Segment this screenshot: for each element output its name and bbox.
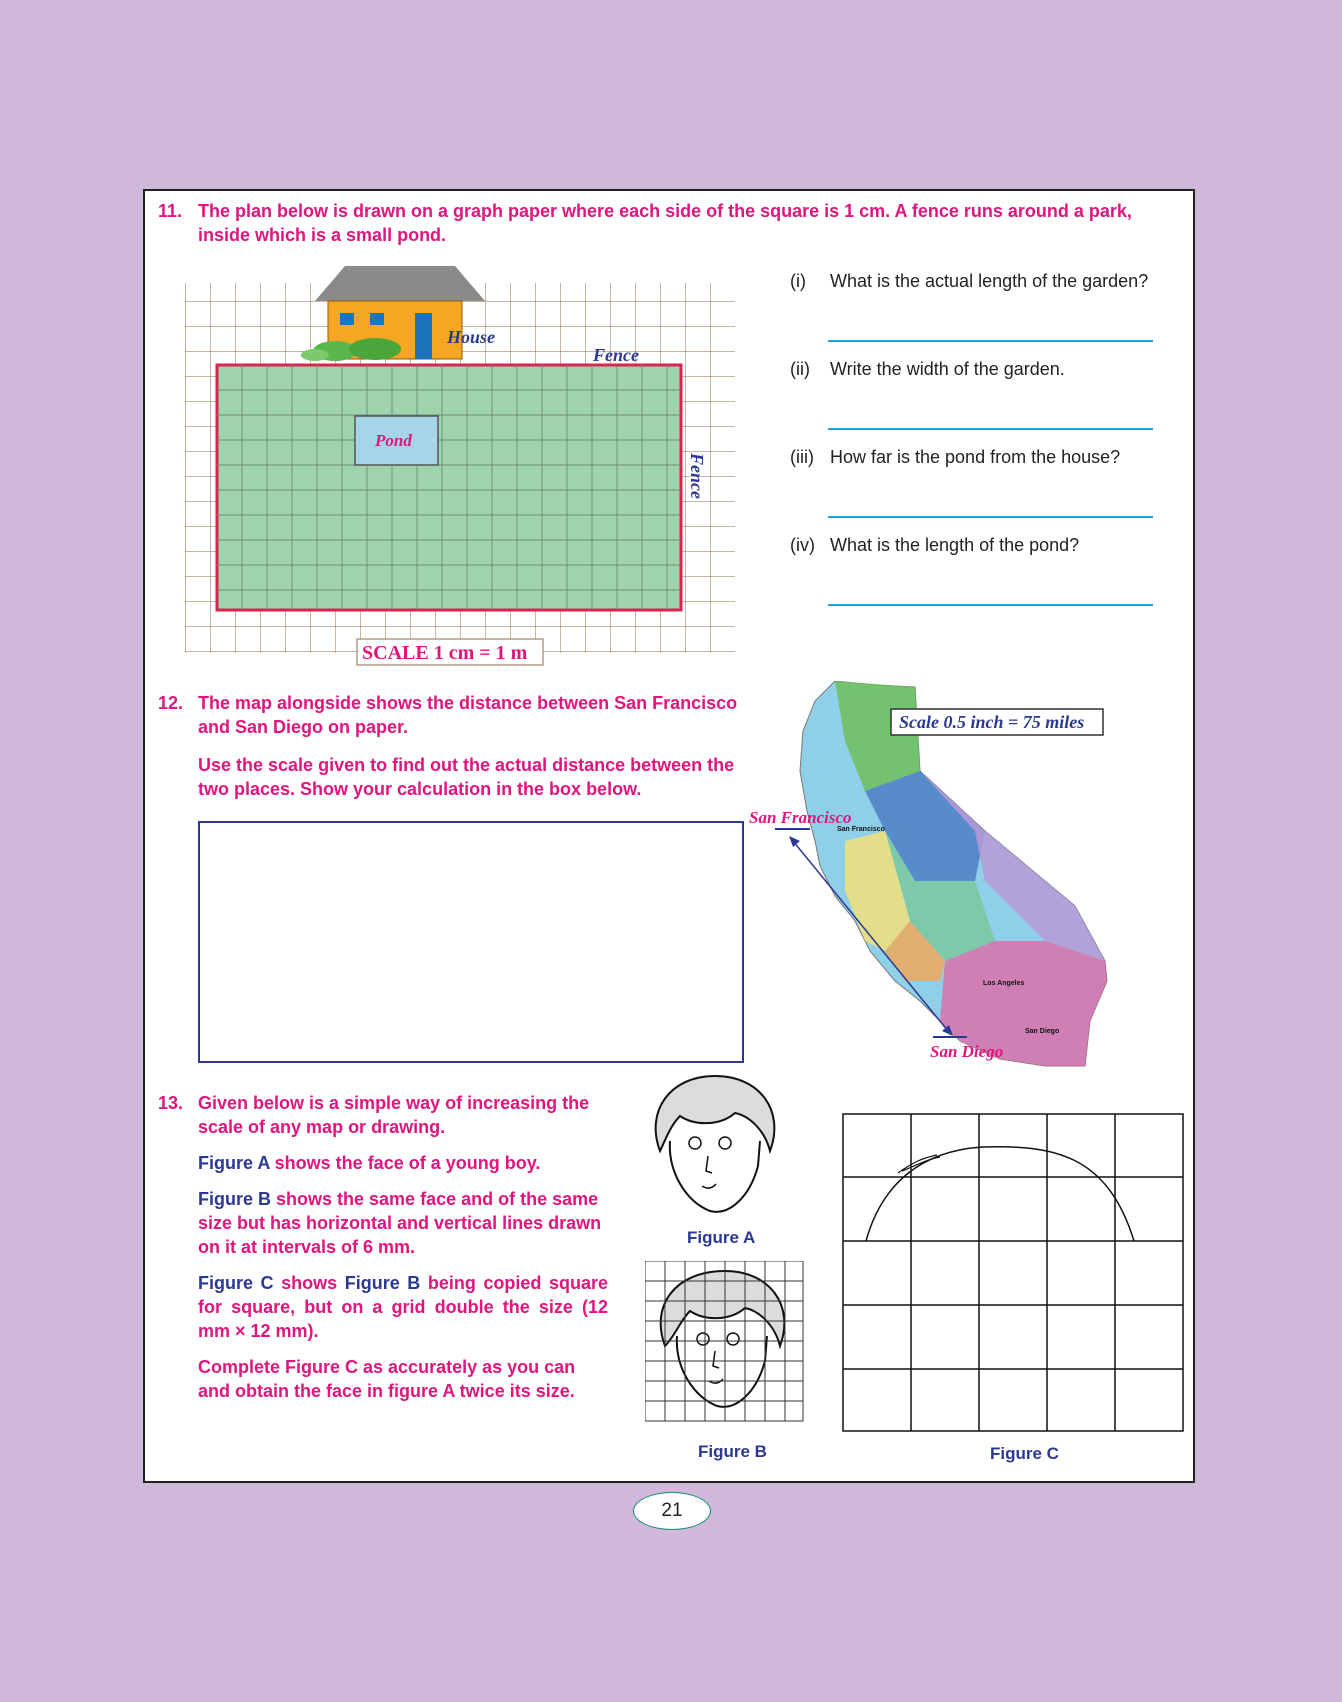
q11-number: 11. [158,201,183,221]
q13-para-3: Figure C shows Figure B being copied square for square, but on a grid double the size (12 mm × 12 mm). [198,1273,608,1341]
q11-text [158,199,1188,247]
q13-para-4: Complete Figure C as accurately as you can and obtain the face in figure A twice its size. [198,1357,576,1401]
q12-instruction: Use the scale given to find out the actual distance between the two places. Show your calculation in the box below. [198,755,735,799]
san-diego-label: San Diego [930,1042,1004,1061]
answer-line-ii[interactable] [828,428,1153,430]
fence-label-top: Fence [593,345,639,365]
house-label: House [447,327,496,347]
q13-text [158,1091,608,1403]
answer-line-iii[interactable] [828,516,1153,518]
q12-prompt: The map alongside shows the distance between San Francisco and San Diego on paper. [198,693,738,737]
fence-label-side: Fence [687,453,707,499]
answer-line-i[interactable] [828,340,1153,342]
los-angeles-small-label: Los Angeles [983,980,1025,987]
page-number: 21 [633,1492,711,1530]
arrow-head-top [789,836,800,847]
q13-para-2: Figure B shows the same face and of the same size but has horizontal and vertical lines drawn on it at intervals of 6 mm. [198,1189,602,1257]
q13-number: 13. [158,1093,184,1113]
figure-c-grid[interactable] [842,1113,1184,1433]
q12-text [158,691,758,801]
san-francisco-small-label: San Francisco [837,826,885,833]
figure-b-grid-face [645,1261,805,1423]
map-scale-label: Scale 0.5 inch = 75 miles [899,712,1085,732]
scale-label: SCALE 1 cm = 1 m [362,642,528,664]
calculation-box[interactable] [198,821,744,1063]
q11-prompt: The plan below is drawn on a graph paper where each side of the square is 1 cm. A fence runs around a park, inside which is a small pond. [198,201,1132,245]
pond-label: Pond [375,431,412,450]
figure-a-face [640,1071,790,1221]
figure-b-caption: Figure B [698,1442,767,1461]
park-area [217,365,681,610]
q13-para-1: Figure A shows the face of a young boy. [198,1153,541,1173]
san-diego-small-label: San Diego [1025,1028,1060,1035]
started-head-outline [866,1147,1134,1241]
california-map [745,681,1193,1091]
figure-a-caption: Figure A [687,1228,756,1247]
san-francisco-label: San Francisco [749,808,852,827]
q13-intro: Given below is a simple way of increasing the scale of any map or drawing. [198,1093,590,1137]
worksheet-page: 11. The plan below is drawn on a graph paper where each side of the square is 1 cm. A fence runs around a park, inside which is a small pond. House Fence Fence Pond SCALE 1 cm = 1 m (i) What is the actual length of the garden? (ii) Write the width of the garden. (iii) How far is the pond from the house? (iv) What is the length of the pond? 12. The map alongside shows the distance between San Francisco and San Diego on paper. Use the scale given to find out the actual distance between the two places. Show your calculation in the box below. Scale 0.5 inch = 75 miles San Francisco San Francisco Los Angeles San Diego San Diego 13. Given below is a simple way of increasing the scale of any map or drawing. Figure A shows the face of a young boy. Figure B shows the same face and of the same size but has horizontal and vertical lines drawn on it at intervals of 6 mm. Figure C shows Figure B being copied square for square, but on a grid double the size (12 mm × 12 mm). Complete Figure C as accurately as you can and obtain the face in figure A twice its size. Figure A Figure B Figure C [143,189,1195,1483]
figure-c-caption: Figure C [990,1444,1059,1463]
answer-line-iv[interactable] [828,604,1153,606]
q12-number: 12. [158,693,184,713]
garden-plan [185,251,785,671]
